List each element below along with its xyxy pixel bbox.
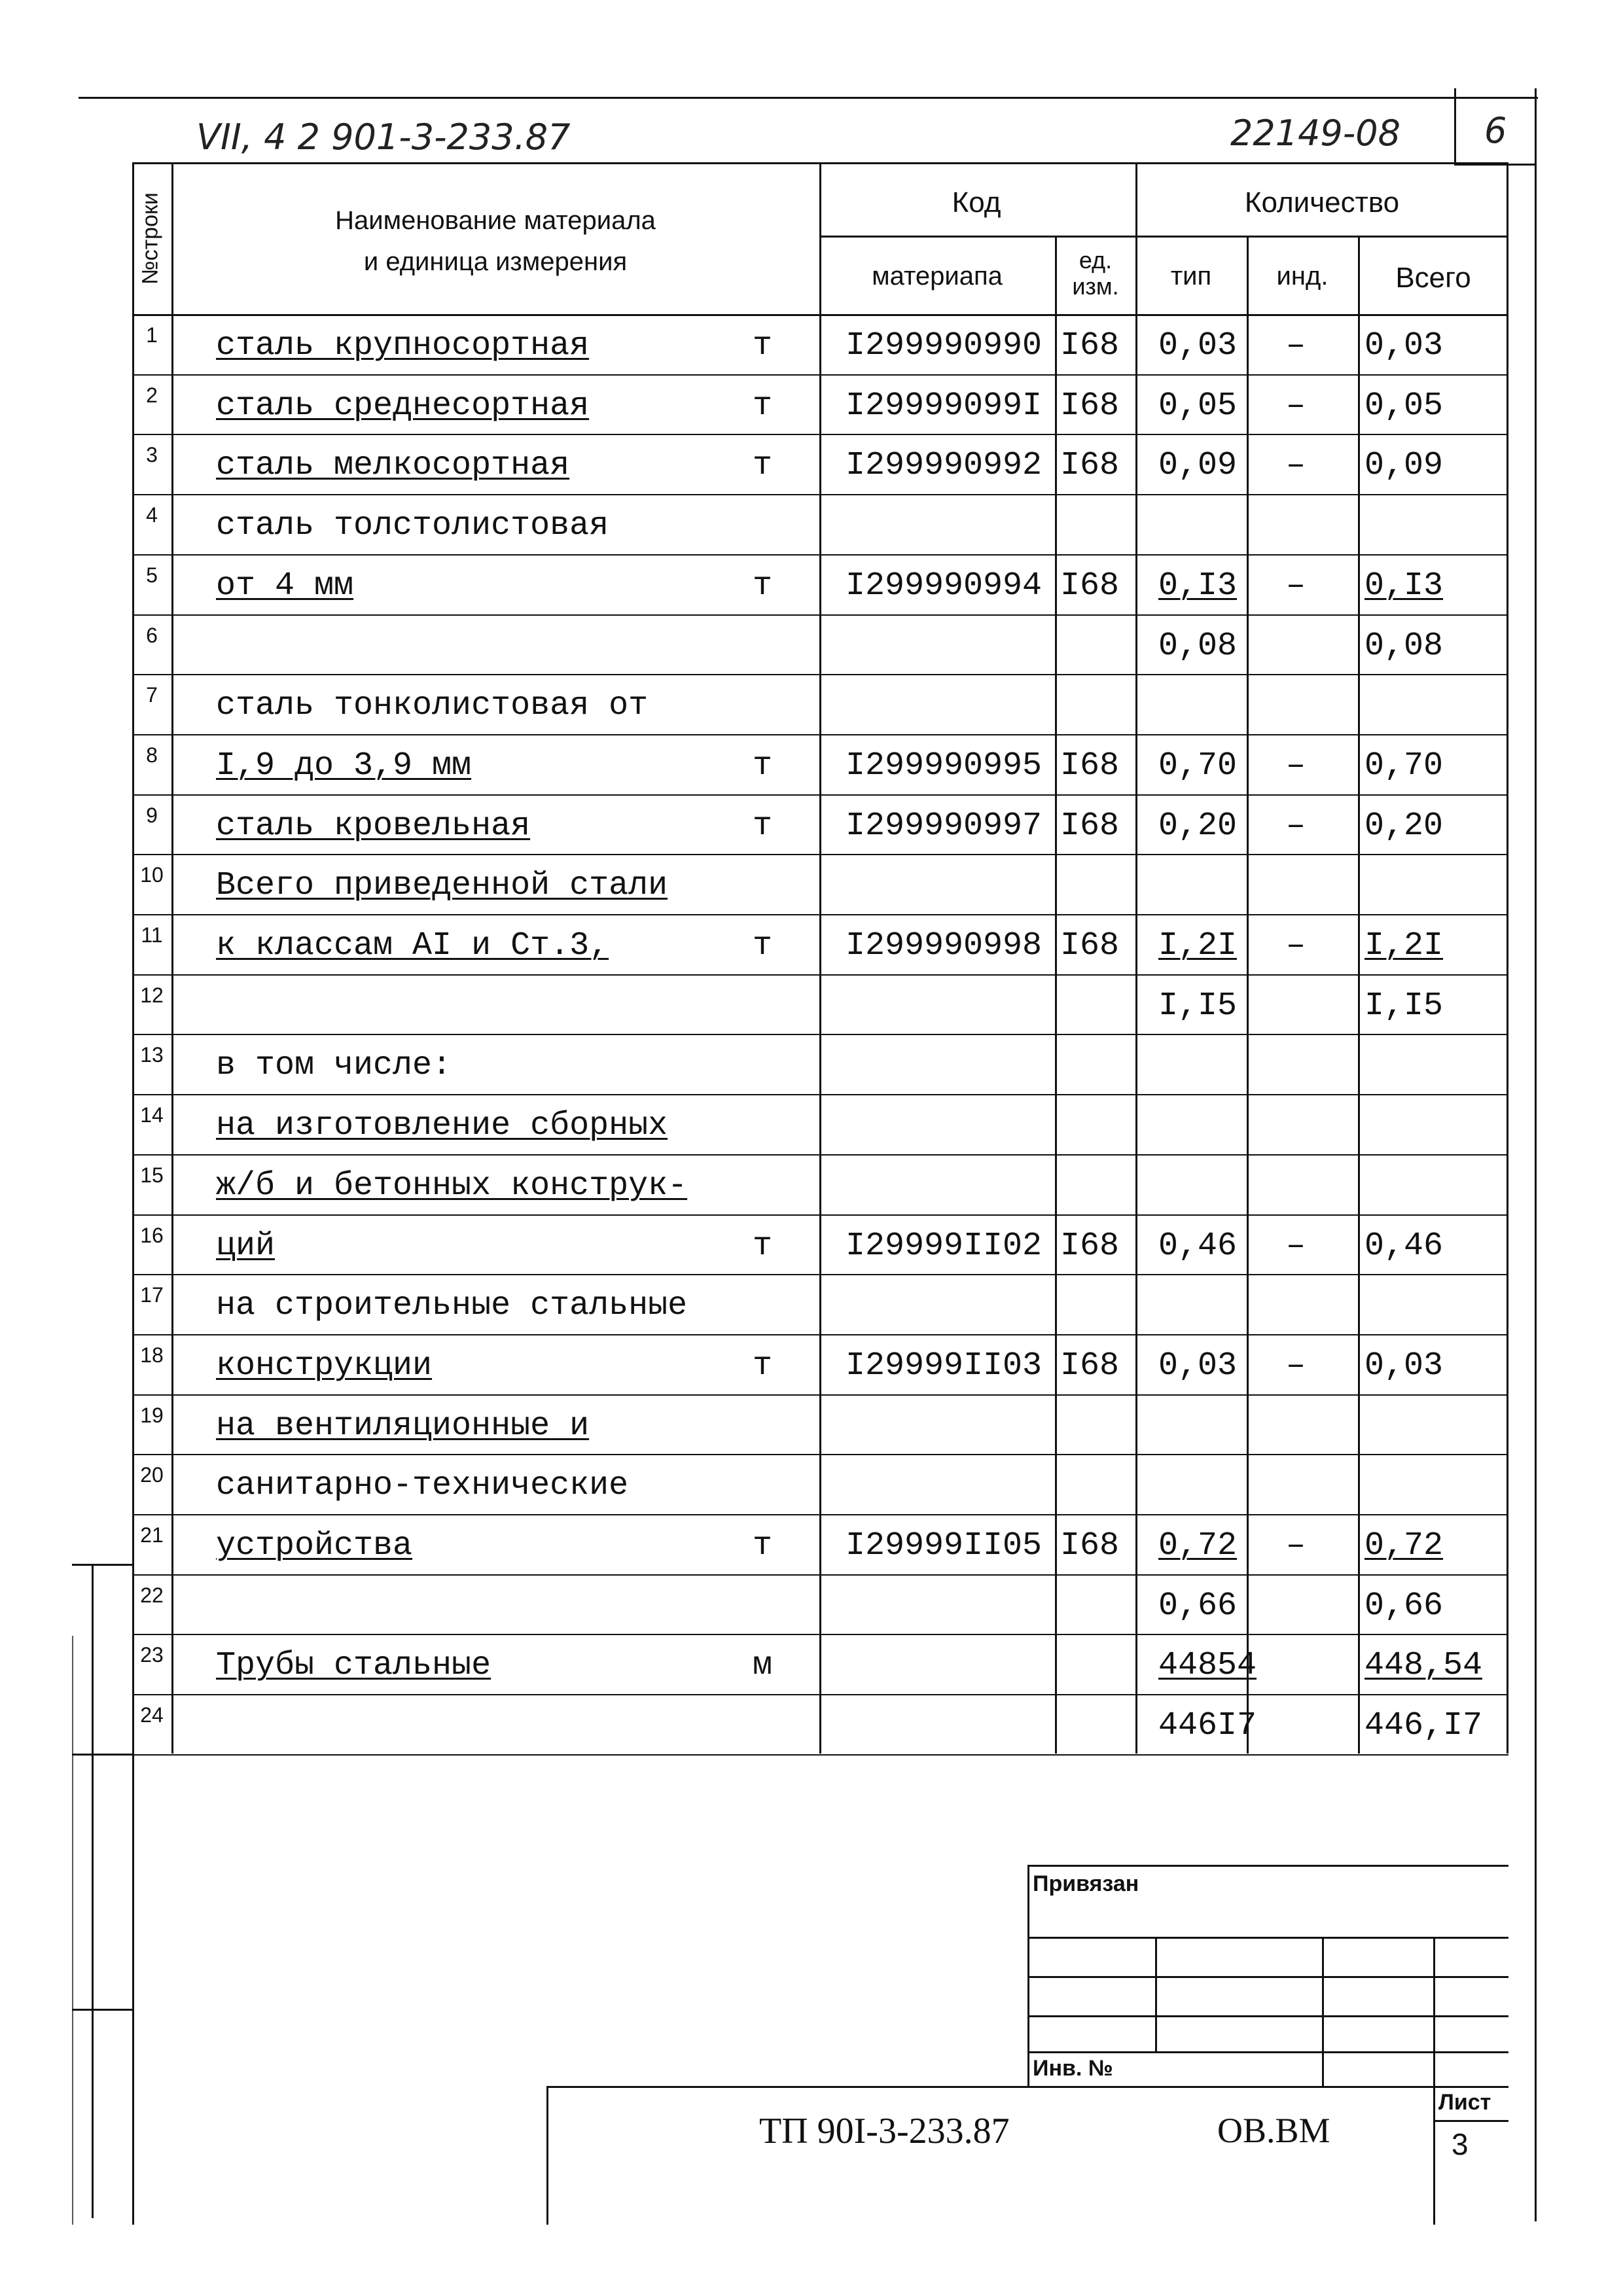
row-number: 12 — [140, 983, 164, 1007]
row-name: сталь мелкосортная — [216, 447, 570, 485]
header-code-unit: ед. изм. — [1072, 247, 1119, 300]
row-number: 7 — [146, 683, 158, 707]
table-row-separator — [132, 674, 1508, 675]
table-row-separator — [132, 1214, 1508, 1216]
table-row-separator — [132, 494, 1508, 495]
row-name: санитарно-технические — [216, 1467, 629, 1505]
table-row-separator — [132, 1334, 1508, 1335]
table-row-separator — [132, 1754, 1508, 1756]
row-qty-total: 0,I3 — [1364, 567, 1444, 605]
row-qty-total: I,I5 — [1364, 987, 1444, 1025]
row-qty-total: 0,03 — [1364, 327, 1444, 364]
row-qty-ind: – — [1286, 447, 1306, 485]
row-qty-type: 0,66 — [1158, 1587, 1238, 1625]
row-unit: т — [753, 387, 773, 425]
stamp-line-5 — [1027, 2051, 1508, 2053]
row-qty-ind: – — [1286, 807, 1306, 845]
stamp-line-2 — [1027, 1937, 1508, 1939]
row-name: на изготовление сборных — [216, 1107, 668, 1145]
row-material-code: I29999099I — [846, 387, 1043, 425]
stamp-col-1 — [1155, 1937, 1157, 2051]
stamp-col-2 — [1322, 1937, 1324, 2087]
row-qty-type: 446I7 — [1158, 1707, 1257, 1745]
row-number: 18 — [140, 1343, 164, 1367]
row-qty-type: 0,09 — [1158, 447, 1238, 485]
row-qty-total: 0,66 — [1364, 1587, 1444, 1625]
row-unit-code: I68 — [1060, 1347, 1120, 1385]
row-unit: т — [753, 807, 773, 845]
stamp-inv-no: Инв. № — [1033, 2056, 1113, 2081]
row-unit-code: I68 — [1060, 927, 1120, 964]
row-number: 13 — [140, 1043, 164, 1067]
row-unit-code: I68 — [1060, 807, 1120, 845]
row-name: устройства — [216, 1527, 413, 1564]
row-unit-code: I68 — [1060, 327, 1120, 364]
row-name: I,9 до 3,9 мм — [216, 747, 472, 785]
row-number: 16 — [140, 1223, 164, 1247]
table-row-separator — [132, 854, 1508, 855]
table-row-separator — [132, 1094, 1508, 1095]
row-material-code: I29999II03 — [846, 1347, 1043, 1385]
row-unit-code: I68 — [1060, 747, 1120, 785]
row-number: 14 — [140, 1103, 164, 1127]
table-row-separator — [132, 374, 1508, 376]
table-header-midline — [819, 236, 1508, 238]
row-name: сталь среднесортная — [216, 387, 590, 425]
row-number: 8 — [146, 743, 158, 767]
row-unit: м — [753, 1647, 773, 1685]
row-number: 4 — [146, 503, 158, 527]
stamp-privyazan: Привязан — [1033, 1871, 1139, 1896]
header-qty-type: тип — [1170, 262, 1212, 291]
row-qty-type: I,I5 — [1158, 987, 1238, 1025]
row-number: 2 — [146, 383, 158, 407]
header-qty-ind: инд. — [1276, 262, 1329, 291]
row-number: 22 — [140, 1583, 164, 1607]
row-unit-code: I68 — [1060, 447, 1120, 485]
row-qty-total: 0,72 — [1364, 1527, 1444, 1564]
row-number: 11 — [141, 923, 163, 947]
row-material-code: I299990998 — [846, 927, 1043, 964]
row-unit: т — [753, 1527, 773, 1564]
binding-tick-1 — [72, 1564, 132, 1566]
row-name: ж/б и бетонных конструк- — [216, 1167, 688, 1205]
table-row-separator — [132, 974, 1508, 976]
row-qty-ind: – — [1286, 387, 1306, 425]
row-number: 17 — [140, 1283, 164, 1307]
row-qty-total: 0,20 — [1364, 807, 1444, 845]
binding-tick-3 — [72, 2009, 132, 2011]
row-qty-type: 0,05 — [1158, 387, 1238, 425]
row-unit: т — [753, 1347, 773, 1385]
row-unit-code: I68 — [1060, 387, 1120, 425]
titlebar-left — [546, 2086, 548, 2225]
row-qty-ind: – — [1286, 1527, 1306, 1564]
table-divider-code — [1055, 236, 1057, 1754]
row-qty-ind: – — [1286, 927, 1306, 964]
header-name-line2: и единица измерения — [363, 247, 628, 276]
table-row-separator — [132, 1454, 1508, 1455]
row-name: сталь кровельная — [216, 807, 531, 845]
doc-section: ОВ.ВМ — [1217, 2111, 1330, 2150]
row-qty-type: 0,46 — [1158, 1227, 1238, 1265]
row-name: Трубы стальные — [216, 1647, 491, 1685]
row-number: 21 — [140, 1523, 164, 1547]
table-row-separator — [132, 1034, 1508, 1035]
row-unit-code: I68 — [1060, 1227, 1120, 1265]
header-left-note: VII, 4 2 901-3-233.87 — [196, 116, 571, 158]
row-material-code: I299990994 — [846, 567, 1043, 605]
table-row-separator — [132, 794, 1508, 796]
row-unit-code: I68 — [1060, 1527, 1120, 1564]
table-row-separator — [132, 1154, 1508, 1156]
binding-line-2 — [72, 1636, 73, 2225]
row-material-code: I299990997 — [846, 807, 1043, 845]
table-header-bottom — [132, 314, 1508, 316]
row-name: в том числе: — [216, 1047, 452, 1085]
corner-box-right — [1535, 88, 1537, 2221]
row-unit: т — [753, 327, 773, 364]
titlebar-top — [546, 2086, 1508, 2088]
sheet-box-mid — [1433, 2120, 1508, 2122]
table-row-separator — [132, 1694, 1508, 1695]
row-qty-total: 0,05 — [1364, 387, 1444, 425]
table-border-top — [132, 162, 1508, 164]
row-name: сталь тонколистовая от — [216, 687, 649, 725]
row-qty-total: 0,70 — [1364, 747, 1444, 785]
row-name: сталь крупносортная — [216, 327, 590, 364]
sheet-number: 3 — [1452, 2127, 1469, 2161]
table-row-separator — [132, 1394, 1508, 1396]
row-material-code: I299990992 — [846, 447, 1043, 485]
stamp-line-3 — [1027, 1976, 1508, 1978]
row-qty-total: 0,46 — [1364, 1227, 1444, 1265]
row-number: 23 — [140, 1643, 164, 1667]
row-name: к классам АI и Ст.3, — [216, 927, 609, 964]
row-unit: т — [753, 1227, 773, 1265]
corner-box-left — [1454, 88, 1456, 164]
row-material-code: I29999II02 — [846, 1227, 1043, 1265]
doc-code: ТП 90I-3-233.87 — [759, 2111, 1010, 2151]
header-qty-total: Всего — [1395, 262, 1471, 294]
header-code-material: материапа — [872, 262, 1003, 291]
row-name: ций — [216, 1227, 276, 1265]
row-material-code: I299990995 — [846, 747, 1043, 785]
row-qty-total: 0,03 — [1364, 1347, 1444, 1385]
table-row-separator — [132, 734, 1508, 735]
row-qty-type: 0,70 — [1158, 747, 1238, 785]
page-corner-number: 6 — [1484, 110, 1507, 151]
stamp-line-4 — [1027, 2015, 1508, 2017]
row-number: 20 — [140, 1463, 164, 1487]
row-name: на вентиляционные и — [216, 1407, 590, 1445]
top-rule — [79, 97, 1538, 99]
binding-line-table — [132, 1754, 134, 2225]
row-qty-type: I,2I — [1158, 927, 1238, 964]
row-qty-type: 0,20 — [1158, 807, 1238, 845]
row-number: 19 — [140, 1403, 164, 1427]
table-row-separator — [132, 614, 1508, 616]
table-row-separator — [132, 1574, 1508, 1576]
row-unit: т — [753, 447, 773, 485]
table-row-separator — [132, 1514, 1508, 1515]
row-number: 5 — [146, 563, 158, 587]
row-name: сталь толстолистовая — [216, 507, 609, 545]
binding-line-1 — [92, 1564, 94, 2218]
row-material-code: I29999II05 — [846, 1527, 1043, 1564]
stamp-top — [1027, 1865, 1508, 1867]
row-qty-total: 446,I7 — [1364, 1707, 1483, 1745]
row-number: 15 — [140, 1163, 164, 1187]
row-qty-type: 0,03 — [1158, 1347, 1238, 1385]
sheet-box-left — [1433, 2086, 1435, 2225]
header-rownum: №строки — [137, 192, 163, 285]
binding-tick-2 — [72, 1754, 132, 1756]
stamp-col-3 — [1433, 1937, 1435, 2087]
row-number: 3 — [146, 443, 158, 467]
row-qty-total: I,2I — [1364, 927, 1444, 964]
row-number: 9 — [146, 803, 158, 827]
row-unit: т — [753, 747, 773, 785]
row-unit-code: I68 — [1060, 567, 1120, 605]
table-divider-typ — [1247, 236, 1249, 1754]
row-number: 24 — [140, 1703, 164, 1727]
row-number: 6 — [146, 623, 158, 647]
row-qty-type: 0,I3 — [1158, 567, 1238, 605]
row-qty-total: 0,09 — [1364, 447, 1444, 485]
table-row-separator — [132, 914, 1508, 915]
row-unit: т — [753, 567, 773, 605]
row-qty-type: 0,03 — [1158, 327, 1238, 364]
row-qty-ind: – — [1286, 567, 1306, 605]
row-number: 10 — [140, 863, 164, 887]
row-unit: т — [753, 927, 773, 964]
table-row-separator — [132, 434, 1508, 435]
row-qty-ind: – — [1286, 747, 1306, 785]
table-row-separator — [132, 1634, 1508, 1635]
table-divider-ind — [1358, 236, 1360, 1754]
row-qty-ind: – — [1286, 1347, 1306, 1385]
row-qty-type: 0,08 — [1158, 627, 1238, 665]
row-number: 1 — [146, 323, 158, 347]
header-name-line1: Наименование материала — [335, 206, 656, 235]
table-row-separator — [132, 1274, 1508, 1275]
sheet-label: Лист — [1438, 2090, 1491, 2115]
table-row-separator — [132, 554, 1508, 556]
header-qty: Количество — [1244, 186, 1400, 219]
row-qty-ind: – — [1286, 1227, 1306, 1265]
row-qty-type: 44854 — [1158, 1647, 1257, 1685]
header-right-note: 22149-08 — [1230, 113, 1400, 154]
row-name: от 4 мм — [216, 567, 354, 605]
row-name: Всего приведенной стали — [216, 867, 668, 905]
row-qty-ind: – — [1286, 327, 1306, 364]
row-qty-total: 448,54 — [1364, 1647, 1483, 1685]
row-name: конструкции — [216, 1347, 433, 1385]
row-name: на строительные стальные — [216, 1287, 688, 1325]
row-qty-type: 0,72 — [1158, 1527, 1238, 1564]
row-material-code: I299990990 — [846, 327, 1043, 364]
header-code: Код — [952, 186, 1001, 219]
row-qty-total: 0,08 — [1364, 627, 1444, 665]
